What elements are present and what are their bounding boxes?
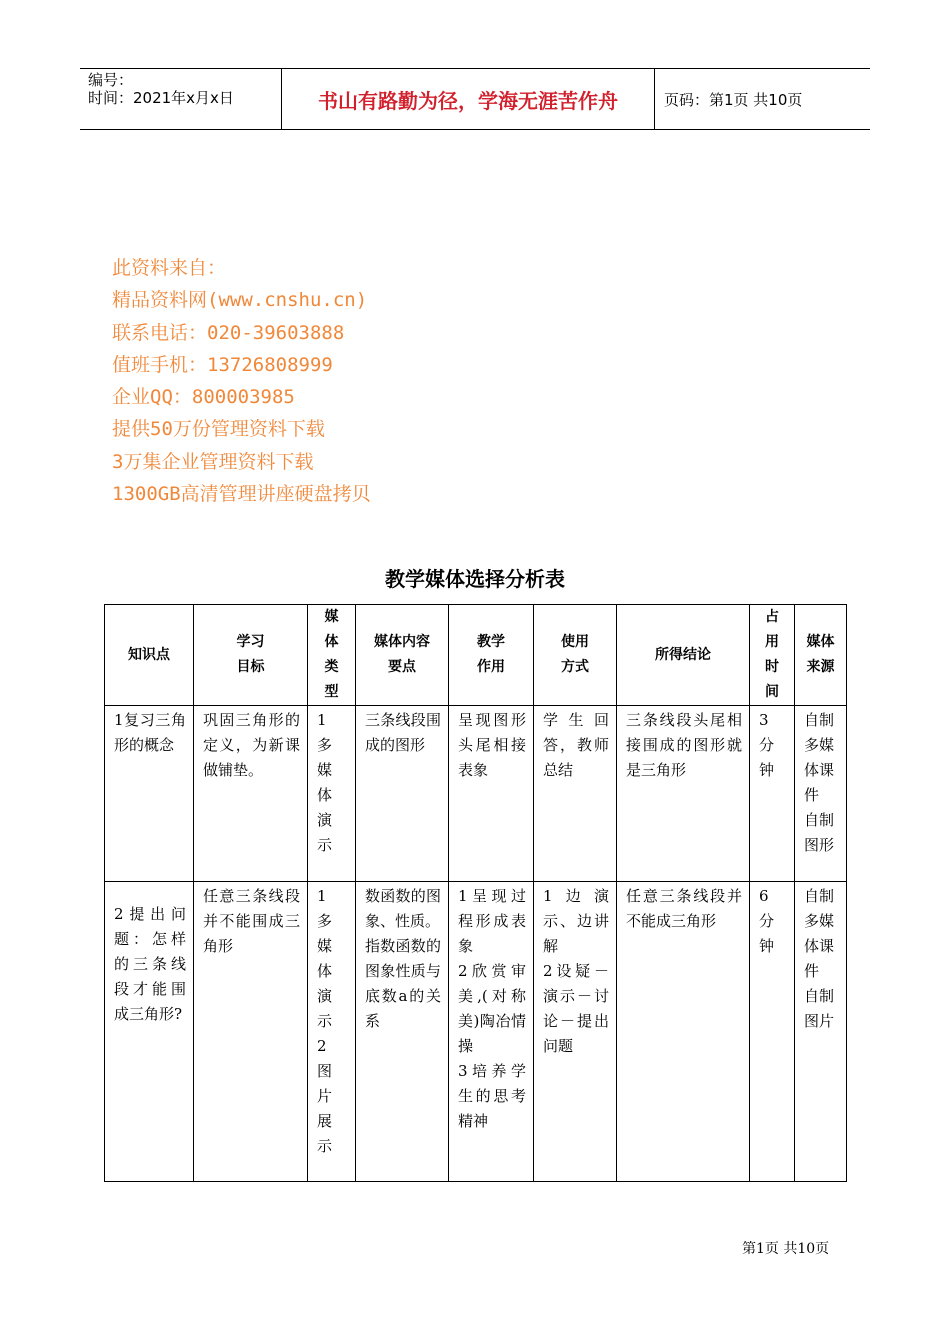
header-page-info: 页码：第1页 共10页 — [664, 90, 803, 109]
goal-cell: 巩固三角形的定义，为新课做铺垫。 — [203, 711, 300, 779]
knowledge-cell: 1复习三角形的概念 — [114, 711, 186, 754]
content-cell: 三条线段围成的图形 — [365, 711, 441, 754]
column-header: 所得结论 — [617, 605, 750, 706]
ad-line: 此资料来自： — [112, 257, 227, 279]
column-header: 占 用 时 间 — [750, 605, 795, 706]
page-header — [80, 68, 870, 130]
table-title: 教学媒体选择分析表 — [385, 567, 565, 591]
time-label: 时间：2021年x月x日 — [88, 89, 234, 107]
source-cell: 自制 多媒 体课 件 自制 图形 — [804, 711, 835, 854]
media-type-cell: 1 多 媒 体 演 示 2 图 片 展 示 — [317, 887, 333, 1155]
table-row — [105, 882, 847, 1182]
ad-line: 3万集企业管理资料下载 — [112, 450, 314, 473]
source-cell: 自制 多媒 体课 件 自制 图片 — [804, 887, 835, 1030]
column-header: 学习 目标 — [194, 605, 308, 706]
page-footer: 第1页 共10页 — [742, 1241, 830, 1257]
method-cell: 学生回答，教师总结 — [543, 711, 609, 779]
number-label: 编号： — [88, 71, 134, 89]
knowledge-cell: 2提出问题：怎样的三条线段才能围成三角形? — [114, 905, 186, 1023]
header-meta — [88, 71, 278, 107]
source-info-block — [112, 252, 371, 510]
ad-line: 精品资料网(www.cnshu.cn) — [112, 289, 368, 312]
method-cell: 1边演示、边讲解 2设疑－演示－讨论－提出问题 — [543, 887, 609, 1055]
media-type-cell: 1 多 媒 体 演 示 — [317, 711, 333, 854]
column-header: 媒 体 类 型 — [308, 605, 356, 706]
ad-line: 企业QQ：800003985 — [112, 386, 295, 409]
function-cell: 呈现图形头尾相接表象 — [458, 711, 526, 779]
ad-line: 值班手机：13726808999 — [112, 353, 333, 376]
column-header: 媒体内容 要点 — [356, 605, 449, 706]
header-motto: 书山有路勤为径，学海无涯苦作舟 — [318, 88, 618, 113]
header-divider — [654, 69, 655, 129]
ad-line: 提供50万份管理资料下载 — [112, 418, 325, 441]
function-cell: 1呈现过程形成表象 2欣赏审美,(对称美)陶冶情操 3培养学生的思考精神 — [458, 887, 526, 1130]
media-analysis-table — [104, 604, 847, 1182]
table-header-row — [105, 605, 847, 706]
conclusion-cell: 三条线段头尾相接围成的图形就是三角形 — [626, 711, 742, 779]
content-cell: 数函数的图象、性质。 指数函数的图象性质与底数a的关系 — [365, 887, 441, 1030]
column-header: 教学 作用 — [449, 605, 534, 706]
table-row — [105, 706, 847, 882]
ad-line: 1300GB高清管理讲座硬盘拷贝 — [112, 483, 371, 506]
column-header: 使用 方式 — [534, 605, 617, 706]
time-cell: 6 分 钟 — [759, 887, 775, 955]
goal-cell: 任意三条线段并不能围成三角形 — [203, 887, 300, 955]
time-cell: 3 分 钟 — [759, 711, 775, 779]
column-header: 媒体 来源 — [795, 605, 847, 706]
conclusion-cell: 任意三条线段并不能成三角形 — [626, 887, 742, 930]
column-header: 知识点 — [105, 605, 194, 706]
ad-line: 联系电话：020-39603888 — [112, 321, 345, 344]
